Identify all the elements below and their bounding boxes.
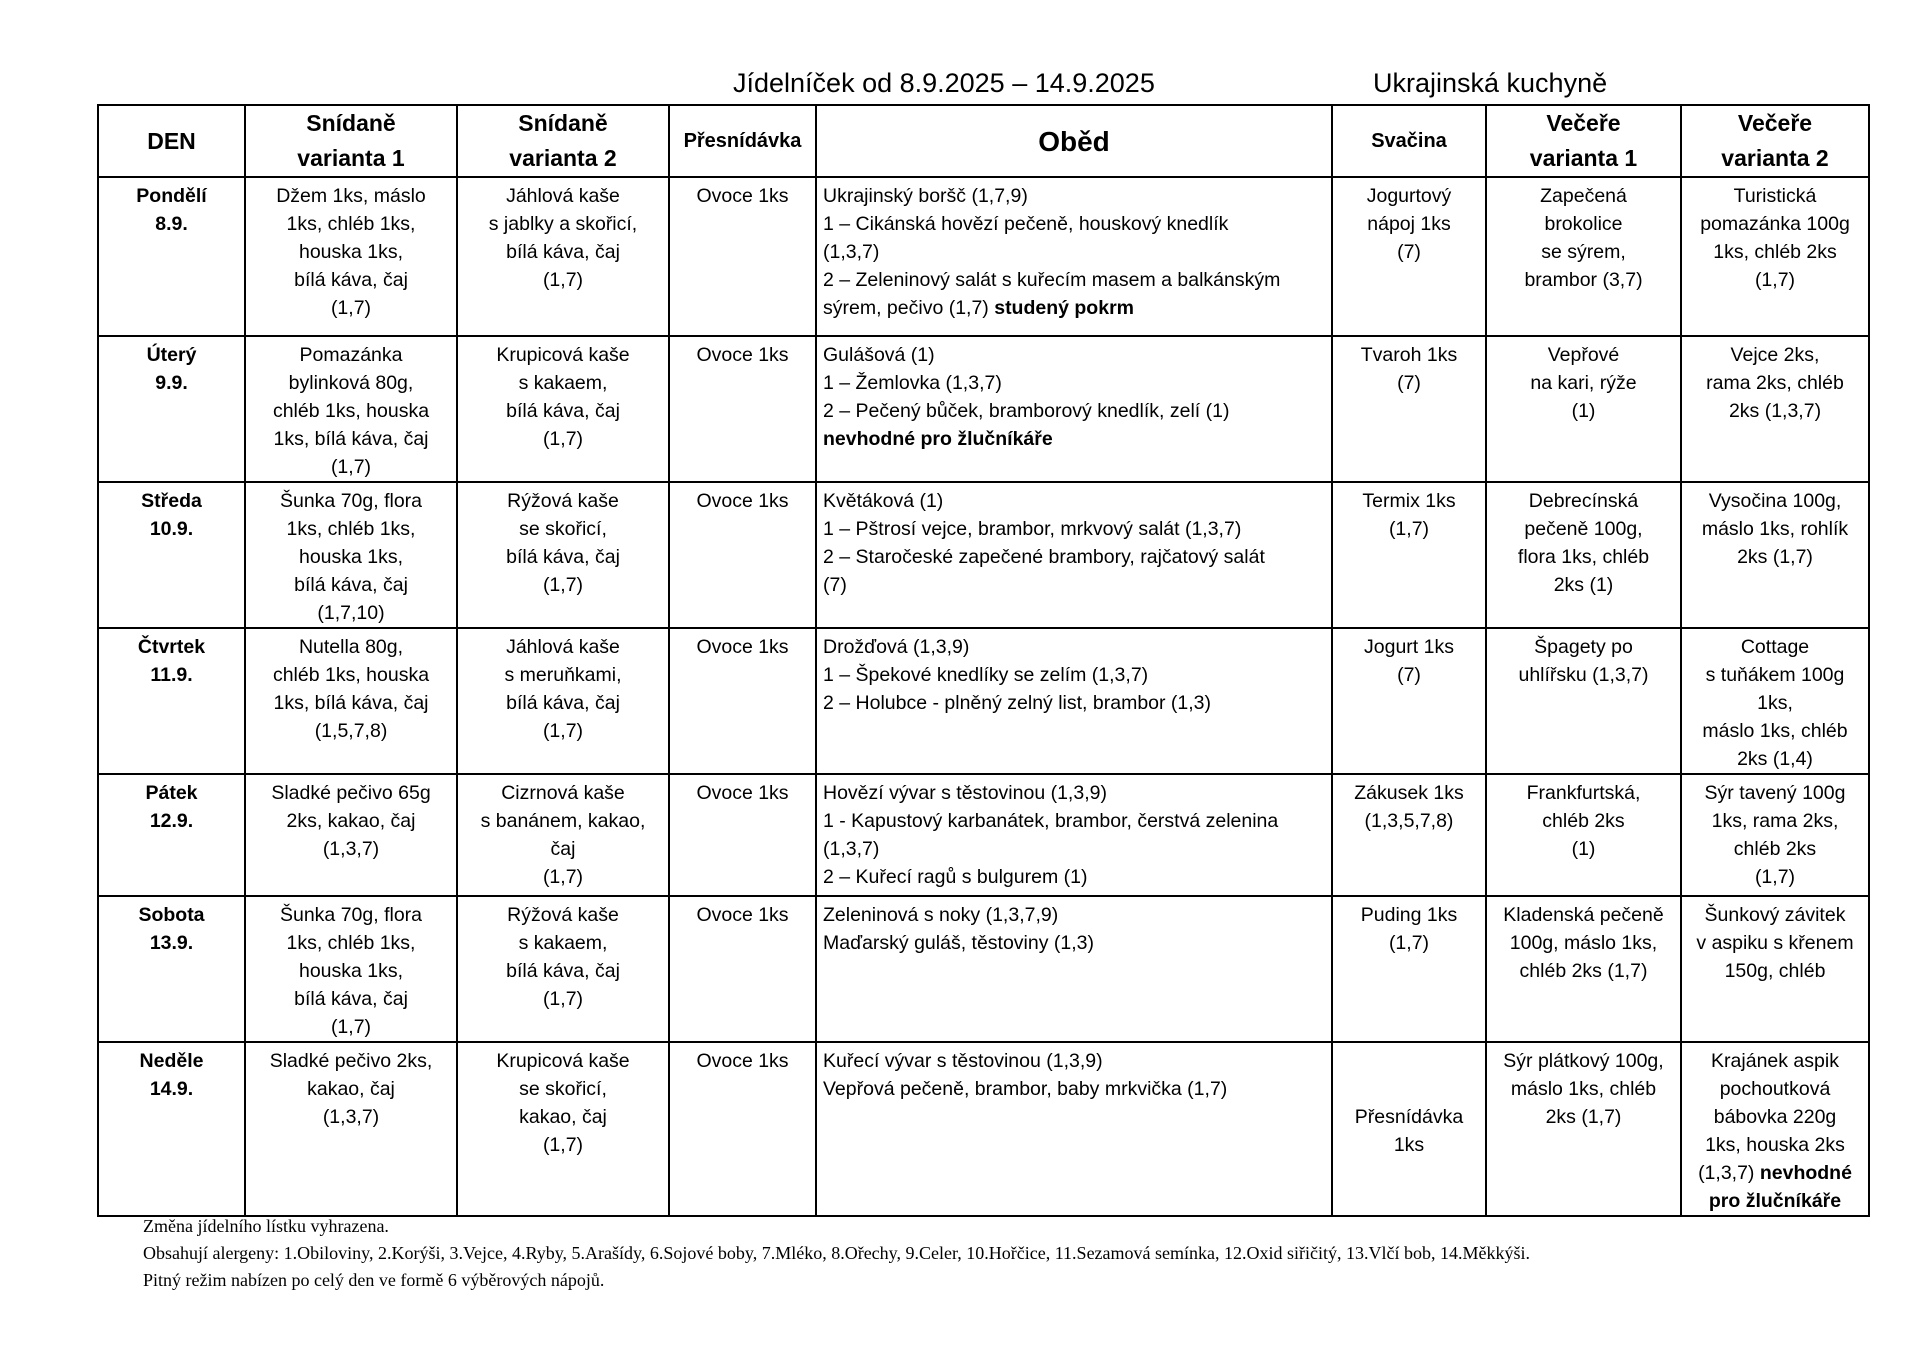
- obed-note-bold: studený pokrm: [994, 297, 1134, 319]
- cell-presnidavka: [669, 1042, 816, 1216]
- day-name: Středa: [141, 490, 202, 512]
- cell-line: (1,3,7): [1698, 1162, 1760, 1184]
- cell-line: Kuřecí vývar s těstovinou (1,3,9): [823, 1050, 1103, 1072]
- cell-obed: [816, 774, 1332, 896]
- cell-line: 2 – Zeleninový salát s kuřecím masem a balkánským: [823, 269, 1281, 291]
- cell-line: Sýr tavený 100g: [1704, 782, 1846, 804]
- col-obed: Oběd: [816, 105, 1332, 177]
- day-date: 13.9.: [149, 932, 194, 954]
- cell-line: 2 – Kuřecí ragů s bulgurem (1): [823, 866, 1088, 888]
- cell-svacina: [1332, 177, 1486, 336]
- cell-line: s kakaem,: [518, 372, 608, 394]
- vecere2-note-bold: nevhodné: [1759, 1162, 1852, 1184]
- cell-line: nápoj 1ks: [1367, 213, 1451, 235]
- cell-line: pomazánka 100g: [1700, 213, 1850, 235]
- col-den: DEN: [98, 105, 245, 177]
- kitchen-name: Ukrajinská kuchyně: [1373, 68, 1608, 98]
- cell-line: Vysočina 100g,: [1708, 490, 1842, 512]
- col-label: Snídaně: [306, 110, 396, 136]
- cell-line: Sýr plátkový 100g,: [1503, 1050, 1664, 1072]
- cell-line: Drožďová (1,3,9): [823, 636, 970, 658]
- cell-line: (1,7): [542, 866, 584, 888]
- cell-snidane2: [457, 628, 669, 774]
- cell-line: Jáhlová kaše: [506, 636, 620, 658]
- cell-line: (1,7): [330, 1016, 372, 1038]
- header-row: [98, 105, 1869, 177]
- cell-line: 2 – Holubce - plněný zelný list, brambor (1,3): [823, 692, 1212, 714]
- col-vecere2: [1681, 105, 1869, 177]
- cell-line: 150g, chléb: [1724, 960, 1826, 982]
- vecere2-note-bold: pro žlučníkáře: [1708, 1190, 1842, 1212]
- footer-change-note: Změna jídelního lístku vyhrazena.: [143, 1216, 389, 1236]
- cell-snidane2: [457, 177, 669, 336]
- cell-line: Cottage: [1740, 636, 1810, 658]
- cell-line: na kari, rýže: [1530, 372, 1637, 394]
- cell-line: Šunkový závitek: [1704, 904, 1846, 926]
- col-snidane2: [457, 105, 669, 177]
- cell-line: čaj: [550, 838, 576, 860]
- cell-line: (7): [1397, 241, 1421, 263]
- cell-line: kakao, čaj: [519, 1106, 607, 1128]
- cell-line: 1ks, rama 2ks,: [1711, 810, 1839, 832]
- cell-line: Ovoce 1ks: [696, 185, 789, 207]
- cell-line: s banánem, kakao,: [480, 810, 646, 832]
- menu-title: Jídelníček od 8.9.2025 – 14.9.2025: [733, 68, 1155, 98]
- cell-line: bílá káva, čaj: [506, 400, 620, 422]
- cell-line: Rýžová kaše: [507, 904, 619, 926]
- cell-line: Krupicová kaše: [496, 1050, 630, 1072]
- col-label: Večeře: [1737, 110, 1813, 136]
- cell-line: 1ks, chléb 1ks,: [286, 213, 416, 235]
- cell-line: (1,7): [542, 720, 584, 742]
- col-vecere1: [1486, 105, 1681, 177]
- cell-line: 1ks, chléb 1ks,: [286, 518, 416, 540]
- col-label: Snídaně: [518, 110, 608, 136]
- cell-line: (1,7): [330, 297, 372, 319]
- obed-note-bold: nevhodné pro žlučníkáře: [823, 428, 1053, 450]
- day-row: [98, 896, 1869, 1042]
- cell-vecere2: [1681, 177, 1869, 336]
- cell-snidane2: [457, 896, 669, 1042]
- cell-svacina: [1332, 774, 1486, 896]
- day-row: [98, 774, 1869, 896]
- cell-line: (1,3,7): [823, 241, 880, 263]
- cell-line: 2ks (1,4): [1737, 748, 1813, 770]
- cell-snidane1: [245, 177, 457, 336]
- cell-line: bílá káva, čaj: [294, 269, 408, 291]
- cell-line: (1): [1571, 838, 1596, 860]
- cell-line: Jogurtový: [1366, 185, 1452, 207]
- cell-vecere1: [1486, 336, 1681, 482]
- cell-line: s meruňkami,: [504, 664, 622, 686]
- day-name: Neděle: [139, 1050, 204, 1072]
- cell-line: 1 - Kapustový karbanátek, brambor, čerstvá zelenina: [823, 810, 1279, 832]
- cell-line: bílá káva, čaj: [294, 988, 408, 1010]
- cell-vecere1: [1486, 896, 1681, 1042]
- cell-snidane1: [245, 336, 457, 482]
- cell-line: uhlířsku (1,3,7): [1518, 664, 1649, 686]
- footer-notes: [143, 1213, 1530, 1294]
- cell-line: (1,7): [542, 269, 584, 291]
- cell-line: se sýrem,: [1541, 241, 1626, 263]
- cell-snidane1: [245, 1042, 457, 1216]
- cell-line: (1,7): [542, 428, 584, 450]
- cell-line: bílá káva, čaj: [506, 546, 620, 568]
- cell-presnidavka: [669, 482, 816, 628]
- cell-line: Ovoce 1ks: [696, 782, 789, 804]
- cell-line: bábovka 220g: [1713, 1106, 1837, 1128]
- cell-vecere2: [1681, 628, 1869, 774]
- cell-line: 2 – Pečený bůček, bramborový knedlík, zelí (1): [823, 400, 1230, 422]
- col-presnidavka: Přesnídávka: [669, 105, 816, 177]
- cell-line: se skořicí,: [519, 518, 607, 540]
- cell-vecere1: [1486, 774, 1681, 896]
- day-row: [98, 336, 1869, 482]
- cell-line: Ovoce 1ks: [696, 1050, 789, 1072]
- cell-line: (7): [1397, 664, 1421, 686]
- cell-line: 2ks, kakao, čaj: [286, 810, 416, 832]
- cell-line: 2 – Staročeské zapečené brambory, rajčatový salát: [823, 546, 1265, 568]
- cell-obed: [816, 482, 1332, 628]
- cell-snidane2: [457, 1042, 669, 1216]
- col-variant: varianta 2: [1721, 145, 1829, 171]
- cell-line: máslo 1ks, chléb: [1510, 1078, 1657, 1100]
- cell-line: Zapečená: [1540, 185, 1627, 207]
- cell-snidane1: [245, 628, 457, 774]
- cell-obed: [816, 896, 1332, 1042]
- col-variant: varianta 1: [1529, 145, 1638, 171]
- cell-vecere2: [1681, 774, 1869, 896]
- cell-line: (1,7): [542, 1134, 584, 1156]
- day-name: Úterý: [146, 344, 197, 366]
- cell-line: houska 1ks,: [298, 960, 404, 982]
- cell-line: (1,3,7): [322, 838, 380, 860]
- cell-line: Šunka 70g, flora: [279, 904, 422, 926]
- day-cell: [98, 482, 245, 628]
- cell-line: chléb 1ks, houska: [272, 400, 430, 422]
- day-date: 11.9.: [150, 664, 193, 686]
- cell-line: Ovoce 1ks: [696, 490, 789, 512]
- cell-line: Květáková (1): [823, 490, 944, 512]
- cell-snidane1: [245, 896, 457, 1042]
- cell-line: pečeně 100g,: [1524, 518, 1643, 540]
- cell-svacina: [1332, 482, 1486, 628]
- day-cell: [98, 896, 245, 1042]
- cell-line: 1ks, bílá káva, čaj: [273, 692, 429, 714]
- cell-line: Tvaroh 1ks: [1360, 344, 1458, 366]
- cell-line: Přesnídávka: [1354, 1106, 1464, 1128]
- day-date: 14.9.: [149, 1078, 194, 1100]
- cell-line: bylinková 80g,: [288, 372, 414, 394]
- cell-line: Zeleninová s noky (1,3,7,9): [823, 904, 1059, 926]
- col-variant: varianta 2: [509, 145, 617, 171]
- cell-line: Vepřová pečeně, brambor, baby mrkvička (1,7): [823, 1078, 1228, 1100]
- footer-drinks: Pitný režim nabízen po celý den ve formě 6 výběrových nápojů.: [143, 1270, 605, 1290]
- cell-snidane2: [457, 482, 669, 628]
- cell-line: Ukrajinský boršč (1,7,9): [823, 185, 1028, 207]
- cell-line: 1 – Žemlovka (1,3,7): [823, 372, 1002, 394]
- cell-line: Termix 1ks: [1362, 490, 1456, 512]
- cell-svacina: [1332, 336, 1486, 482]
- cell-line: Ovoce 1ks: [696, 344, 789, 366]
- cell-line: Sladké pečivo 2ks,: [269, 1050, 433, 1072]
- cell-line: (1,7): [542, 574, 584, 596]
- cell-vecere2: [1681, 1042, 1869, 1216]
- cell-line: Jáhlová kaše: [506, 185, 620, 207]
- cell-line: (1,7): [542, 988, 584, 1010]
- cell-line: Ovoce 1ks: [696, 636, 789, 658]
- cell-line: s jablky a skořicí,: [488, 213, 638, 235]
- day-cell: [98, 774, 245, 896]
- cell-line: (1): [1571, 400, 1596, 422]
- cell-line: bílá káva, čaj: [294, 574, 408, 596]
- day-date: 9.9.: [155, 372, 188, 394]
- cell-svacina: [1332, 1042, 1486, 1216]
- cell-line: Sladké pečivo 65g: [271, 782, 431, 804]
- cell-line: (7): [823, 574, 847, 596]
- cell-line: (1,7): [330, 456, 372, 478]
- day-row: [98, 482, 1869, 628]
- cell-line: 100g, máslo 1ks,: [1509, 932, 1658, 954]
- cell-vecere1: [1486, 177, 1681, 336]
- cell-line: 1 – Pštrosí vejce, brambor, mrkvový salát (1,3,7): [823, 518, 1242, 540]
- cell-line: 1ks,: [1757, 692, 1793, 714]
- menu-table: [97, 104, 1870, 1217]
- cell-line: (1,7): [1388, 518, 1430, 540]
- cell-line: Frankfurtská,: [1526, 782, 1641, 804]
- cell-line: Puding 1ks: [1360, 904, 1458, 926]
- cell-line: Kladenská pečeně: [1503, 904, 1664, 926]
- cell-line: Debrecínská: [1528, 490, 1639, 512]
- cell-line: bílá káva, čaj: [506, 960, 620, 982]
- cell-snidane2: [457, 336, 669, 482]
- cell-line: Ovoce 1ks: [696, 904, 789, 926]
- cell-vecere1: [1486, 1042, 1681, 1216]
- cell-line: Vejce 2ks,: [1730, 344, 1820, 366]
- day-date: 10.9.: [149, 518, 194, 540]
- cell-line: kakao, čaj: [307, 1078, 395, 1100]
- cell-snidane1: [245, 774, 457, 896]
- cell-line: pochoutková: [1719, 1078, 1831, 1100]
- cell-line: Pomazánka: [299, 344, 403, 366]
- cell-line: v aspiku s křenem: [1696, 932, 1854, 954]
- cell-vecere1: [1486, 482, 1681, 628]
- col-snidane1: [245, 105, 457, 177]
- day-row: [98, 628, 1869, 774]
- day-date: 12.9.: [149, 810, 194, 832]
- cell-line: chléb 1ks, houska: [272, 664, 430, 686]
- cell-line: houska 1ks,: [298, 546, 404, 568]
- cell-vecere1: [1486, 628, 1681, 774]
- cell-line: (7): [1397, 372, 1421, 394]
- cell-line: Šunka 70g, flora: [279, 490, 422, 512]
- cell-presnidavka: [669, 628, 816, 774]
- day-cell: [98, 628, 245, 774]
- cell-line: Jogurt 1ks: [1364, 636, 1454, 658]
- cell-line: rama 2ks, chléb: [1706, 372, 1844, 394]
- menu-body: [98, 177, 1869, 1216]
- cell-line: bílá káva, čaj: [506, 241, 620, 263]
- cell-line: (1,7): [1754, 866, 1796, 888]
- col-label: Večeře: [1546, 110, 1621, 136]
- cell-line: Rýžová kaše: [507, 490, 619, 512]
- cell-line: máslo 1ks, rohlík: [1701, 518, 1849, 540]
- cell-line: Hovězí vývar s těstovinou (1,3,9): [823, 782, 1107, 804]
- cell-line: 1ks, houska 2ks: [1705, 1134, 1845, 1156]
- cell-line: 1ks, chléb 1ks,: [286, 932, 416, 954]
- cell-obed: [816, 336, 1332, 482]
- cell-line: (1,3,7): [823, 838, 880, 860]
- cell-line: (1,7): [1388, 932, 1430, 954]
- day-row: [98, 177, 1869, 336]
- day-name: Pátek: [145, 782, 198, 804]
- day-name: Čtvrtek: [137, 636, 206, 658]
- cell-line: chléb 2ks: [1733, 838, 1817, 860]
- cell-line: 2ks (1): [1553, 574, 1614, 596]
- cell-line: Džem 1ks, máslo: [276, 185, 426, 207]
- cell-line: 1 – Špekové knedlíky se zelím (1,3,7): [823, 664, 1149, 686]
- cell-line: chléb 2ks (1,7): [1519, 960, 1648, 982]
- cell-line: Cizrnová kaše: [501, 782, 625, 804]
- cell-line: brokolice: [1544, 213, 1623, 235]
- cell-line: 1 – Cikánská hovězí pečeně, houskový knedlík: [823, 213, 1229, 235]
- cell-line: Špagety po: [1534, 636, 1633, 658]
- cell-line: Krupicová kaše: [496, 344, 630, 366]
- cell-line: brambor (3,7): [1524, 269, 1643, 291]
- cell-vecere2: [1681, 896, 1869, 1042]
- cell-line: 1ks, chléb 2ks: [1713, 241, 1837, 263]
- cell-line: Zákusek 1ks: [1354, 782, 1464, 804]
- cell-presnidavka: [669, 336, 816, 482]
- cell-line: Gulášová (1): [823, 344, 935, 366]
- col-svacina: Svačina: [1332, 105, 1486, 177]
- day-name: Pondělí: [136, 185, 207, 207]
- cell-obed: [816, 1042, 1332, 1216]
- cell-snidane1: [245, 482, 457, 628]
- cell-line: houska 1ks,: [298, 241, 404, 263]
- cell-line: (1,7): [1754, 269, 1796, 291]
- cell-line: s kakaem,: [518, 932, 608, 954]
- cell-vecere2: [1681, 336, 1869, 482]
- cell-line: 1ks: [1393, 1134, 1425, 1156]
- day-row: [98, 1042, 1869, 1216]
- cell-line: Vepřové: [1547, 344, 1620, 366]
- cell-presnidavka: [669, 896, 816, 1042]
- cell-line: 2ks (1,7): [1545, 1106, 1622, 1128]
- cell-line: (1,3,7): [322, 1106, 380, 1128]
- cell-line: Krajánek aspik: [1711, 1050, 1839, 1072]
- cell-obed: [816, 628, 1332, 774]
- cell-line: 2ks (1,3,7): [1728, 400, 1822, 422]
- cell-line: bílá káva, čaj: [506, 692, 620, 714]
- cell-line: máslo 1ks, chléb: [1702, 720, 1848, 742]
- day-cell: [98, 1042, 245, 1216]
- cell-line: 1ks, bílá káva, čaj: [273, 428, 429, 450]
- cell-line: (1,3,5,7,8): [1364, 810, 1454, 832]
- cell-svacina: [1332, 628, 1486, 774]
- cell-obed: [816, 177, 1332, 336]
- col-variant: varianta 1: [297, 145, 405, 171]
- cell-line: sýrem, pečivo (1,7): [823, 297, 995, 319]
- day-date: 8.9.: [155, 213, 188, 235]
- cell-line: flora 1ks, chléb: [1517, 546, 1650, 568]
- cell-line: (1,5,7,8): [314, 720, 388, 742]
- cell-svacina: [1332, 896, 1486, 1042]
- cell-line: (1,7,10): [317, 602, 385, 624]
- cell-presnidavka: [669, 774, 816, 896]
- day-cell: [98, 336, 245, 482]
- cell-line: 2ks (1,7): [1737, 546, 1813, 568]
- cell-line: se skořicí,: [519, 1078, 607, 1100]
- day-cell: [98, 177, 245, 336]
- cell-presnidavka: [669, 177, 816, 336]
- cell-line: chléb 2ks: [1542, 810, 1625, 832]
- cell-line: Maďarský guláš, těstoviny (1,3): [823, 932, 1095, 954]
- cell-line: s tuňákem 100g: [1705, 664, 1845, 686]
- cell-line: Turistická: [1733, 185, 1817, 207]
- cell-snidane2: [457, 774, 669, 896]
- cell-vecere2: [1681, 482, 1869, 628]
- cell-line: Nutella 80g,: [298, 636, 404, 658]
- day-name: Sobota: [138, 904, 205, 926]
- footer-allergens: Obsahují alergeny: 1.Obiloviny, 2.Korýši, 3.Vejce, 4.Ryby, 5.Arašídy, 6.Sojové boby, 7.Mléko, 8.Ořechy, 9.Celer, 10.Hořčice, 11.Sezamová semínka, 12.Oxid siřičitý, 13.Vlčí bob, 14.Měkkýši.: [143, 1243, 1530, 1263]
